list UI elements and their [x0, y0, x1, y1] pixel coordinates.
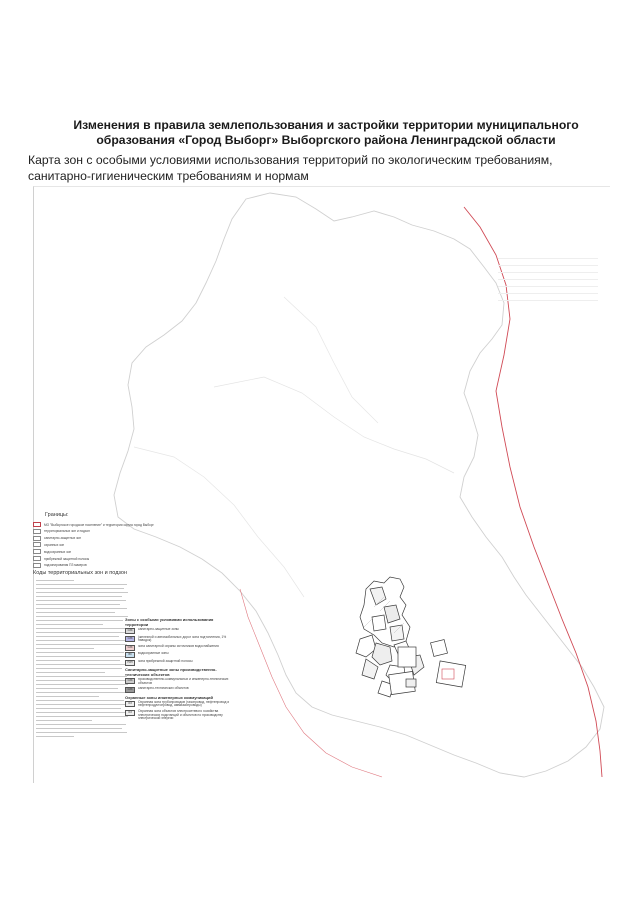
legend-label: санитарно-защитных зон [44, 536, 82, 541]
legend-row [125, 645, 230, 651]
legend-row [33, 563, 133, 568]
legend-row [33, 522, 154, 527]
legend-label: территориальных зон и подзон [44, 529, 90, 534]
legend-label: охранных зон [44, 542, 65, 547]
legend-label: прибрежной защитной полосы [44, 556, 90, 561]
legend-row [125, 701, 230, 709]
map-subtitle: Карта зон с особыми условиями использования территорий по экологическим требованиям, санитарно-гигиеническим требованиям и нормам [28, 153, 553, 183]
legend-swatch: ОЗ [125, 710, 135, 716]
legend-heading: Охранные зоны инженерных коммуникаций [125, 694, 213, 700]
legend-label: подзонирования ПЗ макеров [44, 563, 87, 568]
legend-row [33, 529, 133, 534]
legend-swatch: СЗЗ [125, 645, 135, 651]
legend-swatch [33, 522, 41, 527]
codes-title: Коды территориальных зон и подзон [33, 569, 127, 576]
legend-label: зона прибрежной защитной полосы [138, 658, 193, 663]
legend-label: санитарно-защитные зоны [138, 627, 179, 631]
legend-swatch [33, 556, 41, 561]
south-zones [389, 640, 466, 695]
zone-codes-list [36, 580, 132, 740]
internal-boundary [134, 447, 304, 597]
legend-row [33, 556, 133, 561]
legend-row [33, 536, 133, 541]
special-zones-legend [125, 616, 230, 723]
legend-label: водоохранных зон [44, 549, 72, 554]
legend-swatch [33, 542, 41, 547]
legend-heading: Зоны с особыми условиями использования территории [125, 617, 214, 627]
legend-row [33, 542, 133, 547]
internal-boundary [214, 377, 454, 473]
legend-label: зона санитарной охраны источников водоснабжения [138, 643, 219, 648]
boundaries-title: Границы: [45, 512, 69, 518]
legend-label: Охранная зона трубопроводов (газопровод, нефтепровод и нефтепродуктопровод, аммиакопроводы) [138, 699, 230, 708]
legend-swatch [33, 549, 41, 554]
legend-label: водоохранные зоны [138, 651, 169, 656]
legend-swatch: ПЗП [125, 660, 135, 666]
legend-swatch: СЗЗ [125, 628, 135, 634]
legend-row [125, 678, 230, 686]
ghost-legend [498, 258, 598, 307]
internal-boundary [284, 297, 378, 423]
legend-swatch: ВЗ [125, 652, 135, 658]
legend-row [33, 549, 133, 554]
legend-swatch [33, 563, 41, 568]
legend-row [125, 660, 230, 666]
boundaries-legend [33, 512, 154, 582]
legend-row [125, 628, 230, 634]
legend-row [125, 710, 230, 721]
document-title: Изменения в правила землепользования и застройки территории муниципального образования «Город Выборг» Выборгского района Ленинградской области [73, 118, 579, 147]
legend-swatch: СЗЗ [125, 636, 135, 642]
legend-swatch: СЗЗ [125, 687, 135, 693]
legend-swatch: СЗЗ [125, 678, 135, 684]
legend-swatch [33, 529, 41, 534]
legend-label: Охранная зона объектов электросетевого хозяйства электрических подстанций и объектов по производству электрической энергии [138, 708, 223, 721]
legend-heading: Санитарно-защитные зоны производственно-технических объектов [125, 667, 217, 678]
legend-label: МО "Выборгское городское поселение" и территории округа город Выборг [44, 522, 154, 527]
legend-label: (железной и автомобильных дорог зона подтопления, 1% паводок) [138, 634, 227, 643]
legend-label: производственно-коммунальных и инженерно-технических объектов [138, 677, 229, 685]
legend-swatch [33, 536, 41, 541]
legend-label: санитарно-технических объектов [138, 686, 189, 691]
legend-swatch: ОЗ [125, 701, 135, 707]
legend-row [125, 652, 230, 658]
legend-row [125, 636, 230, 644]
legend-row [125, 687, 230, 693]
